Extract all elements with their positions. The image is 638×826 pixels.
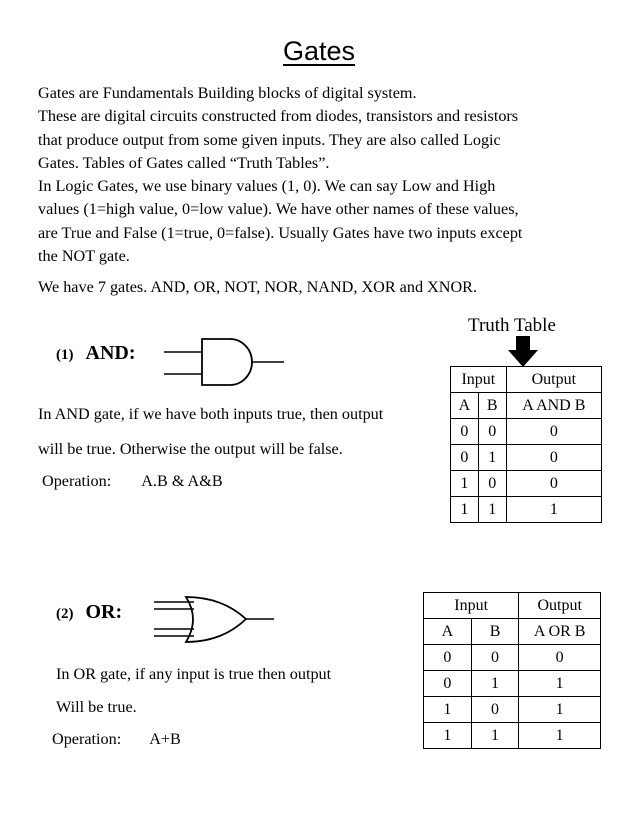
- table-cell: 1: [519, 671, 601, 697]
- table-header-cell: A AND B: [506, 393, 601, 419]
- and-gate-number: (1): [56, 347, 74, 363]
- operation-label: Operation:: [52, 730, 122, 748]
- table-row: [424, 697, 601, 723]
- table-cell: 1: [424, 723, 472, 749]
- table-header-cell: A: [451, 393, 479, 419]
- or-gate-name: OR:: [85, 601, 123, 623]
- and-gate-symbol-icon: [160, 334, 290, 390]
- table-cell: 0: [506, 471, 601, 497]
- gates-summary: We have 7 gates. AND, OR, NOT, NOR, NAND, XOR and XNOR.: [38, 278, 478, 296]
- table-row: [451, 497, 602, 523]
- table-row: [424, 645, 601, 671]
- intro-line: In Logic Gates, we use binary values (1, 0). We can say Low and High: [38, 177, 496, 196]
- table-cell: 0: [478, 471, 506, 497]
- table-cell: 0: [451, 419, 479, 445]
- table-cell: 0: [478, 419, 506, 445]
- arrow-down-icon: [507, 336, 539, 368]
- and-gate-operation: [42, 472, 223, 491]
- table-header-row: [424, 619, 601, 645]
- table-cell: 1: [424, 697, 472, 723]
- or-truth-table: [423, 592, 601, 749]
- table-header-cell: Output: [519, 593, 601, 619]
- table-header-cell: Input: [424, 593, 519, 619]
- or-gate-description-1: In OR gate, if any input is true then output: [56, 665, 332, 683]
- intro-line: are True and False (1=true, 0=false). Usually Gates have two inputs except: [38, 223, 523, 242]
- and-truth-table: [450, 366, 602, 523]
- and-gate-name: AND:: [85, 342, 136, 364]
- table-cell: 0: [451, 445, 479, 471]
- table-header-row: [451, 367, 602, 393]
- or-gate-symbol-icon: [150, 592, 280, 648]
- table-cell: 0: [506, 419, 601, 445]
- table-cell: 0: [424, 671, 472, 697]
- intro-line: the NOT gate.: [38, 247, 130, 266]
- table-header-cell: A: [424, 619, 472, 645]
- intro-line: values (1=high value, 0=low value). We have other names of these values,: [38, 200, 519, 219]
- table-row: [451, 471, 602, 497]
- table-cell: 1: [451, 471, 479, 497]
- table-header-row: [451, 393, 602, 419]
- page-title: Gates: [282, 36, 356, 66]
- operation-value: A.B & A&B: [141, 472, 223, 490]
- table-row: [424, 671, 601, 697]
- intro-line: Gates are Fundamentals Building blocks of digital system.: [38, 84, 417, 102]
- table-header-cell: B: [478, 393, 506, 419]
- intro-paragraph: [38, 82, 608, 268]
- intro-line: Gates. Tables of Gates called “Truth Tables”.: [38, 153, 330, 172]
- and-gate-heading: [56, 342, 136, 365]
- table-cell: 0: [471, 697, 519, 723]
- or-gate-number: (2): [56, 606, 74, 622]
- table-cell: 1: [451, 497, 479, 523]
- or-gate-heading: [56, 601, 122, 624]
- table-cell: 1: [519, 723, 601, 749]
- intro-line: These are digital circuits constructed from diodes, transistors and resistors: [38, 107, 519, 126]
- operation-label: Operation:: [42, 472, 112, 490]
- table-header-cell: B: [471, 619, 519, 645]
- table-cell: 0: [506, 445, 601, 471]
- table-cell: 0: [424, 645, 472, 671]
- or-gate-description-2: Will be true.: [56, 698, 137, 716]
- table-row: [451, 419, 602, 445]
- table-cell: 1: [471, 723, 519, 749]
- intro-line: that produce output from some given inputs. They are also called Logic: [38, 130, 501, 149]
- truth-table-label: Truth Table: [468, 315, 556, 336]
- table-header-row: [424, 593, 601, 619]
- or-gate-operation: [52, 730, 181, 749]
- table-cell: 1: [506, 497, 601, 523]
- table-header-cell: Input: [451, 367, 507, 393]
- table-header-cell: Output: [506, 367, 601, 393]
- table-row: [424, 723, 601, 749]
- table-cell: 1: [478, 445, 506, 471]
- table-row: [451, 445, 602, 471]
- operation-value: A+B: [149, 730, 181, 748]
- table-header-cell: A OR B: [519, 619, 601, 645]
- and-gate-description-2: will be true. Otherwise the output will be false.: [38, 440, 343, 458]
- table-cell: 1: [478, 497, 506, 523]
- table-cell: 0: [471, 645, 519, 671]
- table-cell: 0: [519, 645, 601, 671]
- and-gate-description-1: In AND gate, if we have both inputs true, then output: [38, 405, 384, 423]
- table-cell: 1: [519, 697, 601, 723]
- table-cell: 1: [471, 671, 519, 697]
